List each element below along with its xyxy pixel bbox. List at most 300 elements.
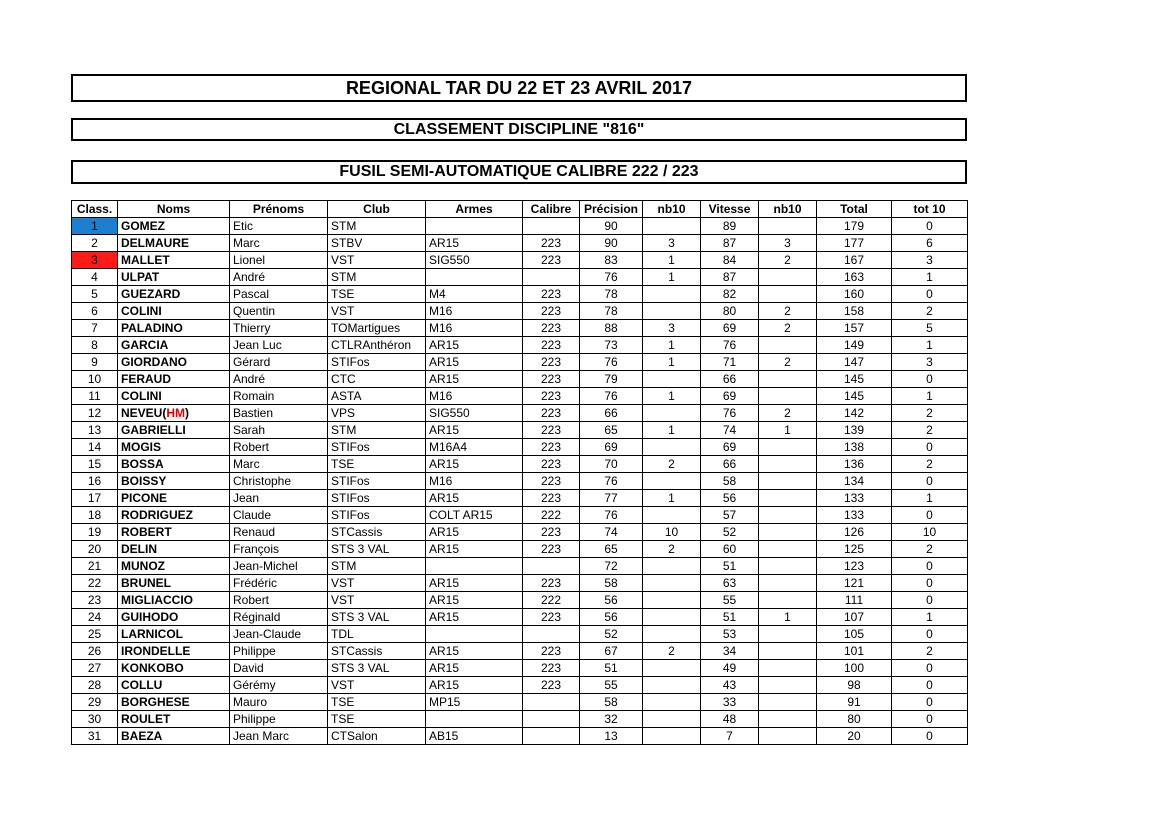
cell-vitesse: 53 <box>701 626 759 643</box>
cell-club: VST <box>328 252 426 269</box>
cell-total: 157 <box>817 320 892 337</box>
cell-club: TDL <box>328 626 426 643</box>
cell-prenom: Marc <box>230 456 328 473</box>
col-header-club: Club <box>328 201 426 218</box>
cell-calibre: 223 <box>523 354 580 371</box>
cell-prenom: Marc <box>230 235 328 252</box>
cell-class: 9 <box>72 354 118 371</box>
table-row <box>72 541 968 558</box>
cell-total: 160 <box>817 286 892 303</box>
cell-total: 107 <box>817 609 892 626</box>
cell-club: VST <box>328 677 426 694</box>
cell-nb10-vitesse: 1 <box>759 609 817 626</box>
cell-prenom: Frédéric <box>230 575 328 592</box>
cell-precision: 74 <box>580 524 643 541</box>
table-row <box>72 252 968 269</box>
cell-nom: MUNOZ <box>118 558 230 575</box>
table-row <box>72 218 968 235</box>
cell-prenom: David <box>230 660 328 677</box>
cell-total: 105 <box>817 626 892 643</box>
col-header-prenoms: Prénoms <box>230 201 328 218</box>
cell-prenom: Etic <box>230 218 328 235</box>
cell-prenom: André <box>230 269 328 286</box>
cell-tot10: 0 <box>892 575 968 592</box>
cell-vitesse: 49 <box>701 660 759 677</box>
cell-vitesse: 66 <box>701 371 759 388</box>
cell-vitesse: 74 <box>701 422 759 439</box>
cell-prenom: Jean Luc <box>230 337 328 354</box>
cell-class: 15 <box>72 456 118 473</box>
discipline-title: CLASSEMENT DISCIPLINE "816" <box>393 121 645 138</box>
cell-precision: 78 <box>580 286 643 303</box>
cell-nb10-precision: 1 <box>643 252 701 269</box>
table-row <box>72 286 968 303</box>
cell-vitesse: 51 <box>701 609 759 626</box>
cell-tot10: 0 <box>892 592 968 609</box>
cell-calibre: 223 <box>523 575 580 592</box>
cell-prenom: Jean <box>230 490 328 507</box>
cell-tot10: 0 <box>892 677 968 694</box>
cell-total: 139 <box>817 422 892 439</box>
cell-arme <box>426 711 523 728</box>
cell-total: 133 <box>817 507 892 524</box>
cell-precision: 55 <box>580 677 643 694</box>
cell-nb10-vitesse <box>759 694 817 711</box>
cell-vitesse: 60 <box>701 541 759 558</box>
cell-nb10-precision: 1 <box>643 337 701 354</box>
cell-nb10-precision <box>643 405 701 422</box>
cell-total: 147 <box>817 354 892 371</box>
cell-vitesse: 80 <box>701 303 759 320</box>
cell-nb10-precision <box>643 575 701 592</box>
cell-nb10-precision <box>643 592 701 609</box>
cell-tot10: 2 <box>892 422 968 439</box>
cell-total: 98 <box>817 677 892 694</box>
cell-precision: 65 <box>580 541 643 558</box>
cell-nom: IRONDELLE <box>118 643 230 660</box>
cell-class: 29 <box>72 694 118 711</box>
cell-nom: PALADINO <box>118 320 230 337</box>
cell-arme: M16 <box>426 388 523 405</box>
cell-calibre <box>523 558 580 575</box>
discipline-banner <box>71 118 967 141</box>
cell-tot10: 0 <box>892 728 968 745</box>
cell-nom: LARNICOL <box>118 626 230 643</box>
cell-nb10-precision: 1 <box>643 269 701 286</box>
cell-vitesse: 58 <box>701 473 759 490</box>
cell-vitesse: 69 <box>701 388 759 405</box>
cell-calibre: 223 <box>523 235 580 252</box>
cell-class: 26 <box>72 643 118 660</box>
cell-class: 19 <box>72 524 118 541</box>
cell-tot10: 3 <box>892 354 968 371</box>
cell-arme: MP15 <box>426 694 523 711</box>
cell-prenom: Quentin <box>230 303 328 320</box>
cell-total: 142 <box>817 405 892 422</box>
cell-calibre: 223 <box>523 371 580 388</box>
cell-club: STIFos <box>328 439 426 456</box>
cell-vitesse: 57 <box>701 507 759 524</box>
cell-vitesse: 84 <box>701 252 759 269</box>
cell-arme: AR15 <box>426 371 523 388</box>
cell-precision: 76 <box>580 473 643 490</box>
cell-total: 158 <box>817 303 892 320</box>
col-header-noms: Noms <box>118 201 230 218</box>
cell-arme: M16 <box>426 320 523 337</box>
cell-tot10: 0 <box>892 218 968 235</box>
cell-precision: 13 <box>580 728 643 745</box>
cell-vitesse: 89 <box>701 218 759 235</box>
cell-total: 101 <box>817 643 892 660</box>
cell-prenom: François <box>230 541 328 558</box>
cell-nb10-vitesse <box>759 269 817 286</box>
cell-nb10-vitesse <box>759 660 817 677</box>
cell-nb10-vitesse <box>759 388 817 405</box>
cell-vitesse: 48 <box>701 711 759 728</box>
cell-tot10: 1 <box>892 337 968 354</box>
cell-prenom: Bastien <box>230 405 328 422</box>
cell-nb10-precision: 2 <box>643 541 701 558</box>
cell-nb10-vitesse <box>759 626 817 643</box>
cell-tot10: 5 <box>892 320 968 337</box>
cell-tot10: 0 <box>892 558 968 575</box>
cell-nom: COLINI <box>118 303 230 320</box>
cell-vitesse: 76 <box>701 405 759 422</box>
cell-total: 20 <box>817 728 892 745</box>
cell-club: STM <box>328 422 426 439</box>
cell-precision: 51 <box>580 660 643 677</box>
cell-calibre: 223 <box>523 303 580 320</box>
cell-precision: 76 <box>580 354 643 371</box>
table-row <box>72 269 968 286</box>
cell-vitesse: 34 <box>701 643 759 660</box>
cell-tot10: 2 <box>892 643 968 660</box>
cell-tot10: 0 <box>892 371 968 388</box>
cell-club: ASTA <box>328 388 426 405</box>
cell-nom: BRUNEL <box>118 575 230 592</box>
table-row <box>72 235 968 252</box>
cell-prenom: Mauro <box>230 694 328 711</box>
cell-prenom: André <box>230 371 328 388</box>
results-body <box>72 218 968 745</box>
cell-total: 80 <box>817 711 892 728</box>
cell-club: TSE <box>328 711 426 728</box>
cell-calibre <box>523 694 580 711</box>
cell-nom: FERAUD <box>118 371 230 388</box>
cell-precision: 69 <box>580 439 643 456</box>
cell-vitesse: 87 <box>701 235 759 252</box>
cell-class: 27 <box>72 660 118 677</box>
cell-precision: 67 <box>580 643 643 660</box>
cell-class: 21 <box>72 558 118 575</box>
table-row <box>72 371 968 388</box>
cell-class: 14 <box>72 439 118 456</box>
cell-arme: SIG550 <box>426 252 523 269</box>
cell-tot10: 2 <box>892 541 968 558</box>
col-header-nb10-vitesse: nb10 <box>759 201 817 218</box>
cell-calibre: 223 <box>523 320 580 337</box>
cell-nom: ROULET <box>118 711 230 728</box>
col-header-class: Class. <box>72 201 118 218</box>
cell-tot10: 0 <box>892 473 968 490</box>
cell-arme: AR15 <box>426 456 523 473</box>
cell-nb10-vitesse <box>759 711 817 728</box>
cell-arme: AR15 <box>426 541 523 558</box>
cell-calibre: 223 <box>523 660 580 677</box>
cell-nb10-vitesse: 2 <box>759 320 817 337</box>
cell-arme: AR15 <box>426 660 523 677</box>
cell-nb10-vitesse <box>759 541 817 558</box>
cell-nb10-vitesse: 3 <box>759 235 817 252</box>
cell-class: 7 <box>72 320 118 337</box>
cell-nb10-vitesse <box>759 490 817 507</box>
cell-precision: 83 <box>580 252 643 269</box>
cell-arme: M4 <box>426 286 523 303</box>
cell-calibre: 223 <box>523 252 580 269</box>
cell-prenom: Lionel <box>230 252 328 269</box>
cell-precision: 52 <box>580 626 643 643</box>
cell-total: 125 <box>817 541 892 558</box>
cell-precision: 56 <box>580 592 643 609</box>
cell-nom: BAEZA <box>118 728 230 745</box>
cell-calibre: 223 <box>523 541 580 558</box>
cell-club: STBV <box>328 235 426 252</box>
cell-class: 1 <box>72 218 118 235</box>
cell-tot10: 0 <box>892 711 968 728</box>
cell-total: 136 <box>817 456 892 473</box>
cell-arme: AR15 <box>426 337 523 354</box>
cell-nb10-vitesse <box>759 286 817 303</box>
cell-nb10-vitesse <box>759 456 817 473</box>
col-header-armes: Armes <box>426 201 523 218</box>
cell-nb10-precision: 3 <box>643 235 701 252</box>
cell-prenom: Philippe <box>230 643 328 660</box>
cell-nb10-vitesse: 2 <box>759 405 817 422</box>
cell-arme: M16 <box>426 303 523 320</box>
cell-class: 13 <box>72 422 118 439</box>
cell-precision: 90 <box>580 218 643 235</box>
cell-nb10-vitesse <box>759 558 817 575</box>
cell-calibre: 223 <box>523 388 580 405</box>
col-header-precision: Précision <box>580 201 643 218</box>
cell-nb10-precision <box>643 507 701 524</box>
table-row <box>72 422 968 439</box>
cell-class: 6 <box>72 303 118 320</box>
cell-nb10-precision: 2 <box>643 643 701 660</box>
cell-prenom: Jean Marc <box>230 728 328 745</box>
col-header-vitesse: Vitesse <box>701 201 759 218</box>
cell-nb10-precision: 10 <box>643 524 701 541</box>
cell-precision: 76 <box>580 269 643 286</box>
table-row <box>72 558 968 575</box>
results-table <box>71 200 968 745</box>
col-header-tot10: tot 10 <box>892 201 968 218</box>
table-row <box>72 677 968 694</box>
cell-class: 16 <box>72 473 118 490</box>
cell-nb10-precision <box>643 439 701 456</box>
cell-nom: GOMEZ <box>118 218 230 235</box>
cell-nb10-vitesse <box>759 439 817 456</box>
cell-arme: AR15 <box>426 643 523 660</box>
cell-class: 24 <box>72 609 118 626</box>
cell-nom: BOSSA <box>118 456 230 473</box>
cell-precision: 58 <box>580 575 643 592</box>
table-row <box>72 592 968 609</box>
cell-class: 12 <box>72 405 118 422</box>
cell-vitesse: 33 <box>701 694 759 711</box>
cell-nom: ROBERT <box>118 524 230 541</box>
cell-nb10-precision: 1 <box>643 490 701 507</box>
cell-tot10: 1 <box>892 609 968 626</box>
cell-total: 177 <box>817 235 892 252</box>
cell-nom: DELMAURE <box>118 235 230 252</box>
cell-club: STCassis <box>328 643 426 660</box>
cell-club: VST <box>328 575 426 592</box>
cell-total: 123 <box>817 558 892 575</box>
cell-nom: GABRIELLI <box>118 422 230 439</box>
table-row <box>72 626 968 643</box>
cell-total: 134 <box>817 473 892 490</box>
cell-prenom: Pascal <box>230 286 328 303</box>
cell-class: 5 <box>72 286 118 303</box>
cell-total: 121 <box>817 575 892 592</box>
cell-nb10-vitesse <box>759 507 817 524</box>
cell-club: CTC <box>328 371 426 388</box>
cell-class: 25 <box>72 626 118 643</box>
cell-prenom: Renaud <box>230 524 328 541</box>
cell-nb10-vitesse <box>759 575 817 592</box>
cell-calibre: 223 <box>523 490 580 507</box>
cell-precision: 66 <box>580 405 643 422</box>
cell-club: TSE <box>328 694 426 711</box>
cell-tot10: 2 <box>892 303 968 320</box>
cell-prenom: Philippe <box>230 711 328 728</box>
table-row <box>72 439 968 456</box>
cell-nb10-precision <box>643 694 701 711</box>
cell-club: STIFos <box>328 507 426 524</box>
cell-vitesse: 71 <box>701 354 759 371</box>
cell-club: STIFos <box>328 473 426 490</box>
cell-calibre: 223 <box>523 456 580 473</box>
col-header-total: Total <box>817 201 892 218</box>
cell-vitesse: 87 <box>701 269 759 286</box>
cell-prenom: Christophe <box>230 473 328 490</box>
cell-arme: M16A4 <box>426 439 523 456</box>
cell-nb10-precision <box>643 473 701 490</box>
cell-class: 28 <box>72 677 118 694</box>
cell-nom: COLINI <box>118 388 230 405</box>
cell-class: 10 <box>72 371 118 388</box>
cell-nb10-vitesse: 2 <box>759 354 817 371</box>
cell-calibre: 223 <box>523 422 580 439</box>
cell-arme: SIG550 <box>426 405 523 422</box>
cell-precision: 65 <box>580 422 643 439</box>
cell-nb10-vitesse <box>759 643 817 660</box>
cell-club: STM <box>328 269 426 286</box>
cell-arme: COLT AR15 <box>426 507 523 524</box>
cell-vitesse: 51 <box>701 558 759 575</box>
cell-total: 145 <box>817 388 892 405</box>
cell-vitesse: 66 <box>701 456 759 473</box>
cell-club: STIFos <box>328 490 426 507</box>
cell-nb10-precision: 1 <box>643 388 701 405</box>
col-header-nb10-precision: nb10 <box>643 201 701 218</box>
cell-club: TSE <box>328 286 426 303</box>
cell-tot10: 0 <box>892 507 968 524</box>
cell-prenom: Réginald <box>230 609 328 626</box>
cell-nom: MOGIS <box>118 439 230 456</box>
cell-club: STS 3 VAL <box>328 609 426 626</box>
cell-class: 18 <box>72 507 118 524</box>
cell-vitesse: 69 <box>701 320 759 337</box>
table-row <box>72 473 968 490</box>
cell-club: VST <box>328 303 426 320</box>
cell-class: 17 <box>72 490 118 507</box>
cell-tot10: 6 <box>892 235 968 252</box>
cell-nb10-precision: 2 <box>643 456 701 473</box>
cell-prenom: Romain <box>230 388 328 405</box>
cell-class: 11 <box>72 388 118 405</box>
cell-class: 23 <box>72 592 118 609</box>
cell-precision: 77 <box>580 490 643 507</box>
cell-club: STIFos <box>328 354 426 371</box>
cell-nb10-precision <box>643 371 701 388</box>
table-row <box>72 303 968 320</box>
cell-total: 163 <box>817 269 892 286</box>
cell-club: CTLRAnthéron <box>328 337 426 354</box>
cell-calibre <box>523 728 580 745</box>
cell-precision: 79 <box>580 371 643 388</box>
cell-nb10-vitesse: 2 <box>759 303 817 320</box>
category-banner <box>71 160 967 184</box>
cell-calibre: 223 <box>523 524 580 541</box>
cell-arme: AR15 <box>426 490 523 507</box>
cell-precision: 76 <box>580 388 643 405</box>
cell-vitesse: 52 <box>701 524 759 541</box>
table-row <box>72 507 968 524</box>
cell-total: 91 <box>817 694 892 711</box>
cell-tot10: 0 <box>892 660 968 677</box>
table-row <box>72 643 968 660</box>
table-row <box>72 405 968 422</box>
cell-calibre <box>523 711 580 728</box>
cell-precision: 78 <box>580 303 643 320</box>
cell-tot10: 0 <box>892 626 968 643</box>
cell-arme: AR15 <box>426 677 523 694</box>
cell-arme: AR15 <box>426 575 523 592</box>
table-row <box>72 575 968 592</box>
cell-total: 138 <box>817 439 892 456</box>
cell-nb10-precision: 3 <box>643 320 701 337</box>
cell-club: CTSalon <box>328 728 426 745</box>
cell-calibre: 223 <box>523 677 580 694</box>
cell-nom: GIORDANO <box>118 354 230 371</box>
cell-arme: AR15 <box>426 354 523 371</box>
cell-precision: 32 <box>580 711 643 728</box>
cell-vitesse: 69 <box>701 439 759 456</box>
cell-precision: 70 <box>580 456 643 473</box>
cell-nb10-vitesse <box>759 592 817 609</box>
cell-prenom: Jean-Michel <box>230 558 328 575</box>
cell-vitesse: 82 <box>701 286 759 303</box>
cell-tot10: 1 <box>892 490 968 507</box>
cell-nb10-precision <box>643 558 701 575</box>
cell-class: 8 <box>72 337 118 354</box>
cell-nb10-vitesse <box>759 677 817 694</box>
cell-nb10-precision <box>643 609 701 626</box>
cell-arme: AR15 <box>426 235 523 252</box>
hm-marker: HM <box>166 405 186 420</box>
